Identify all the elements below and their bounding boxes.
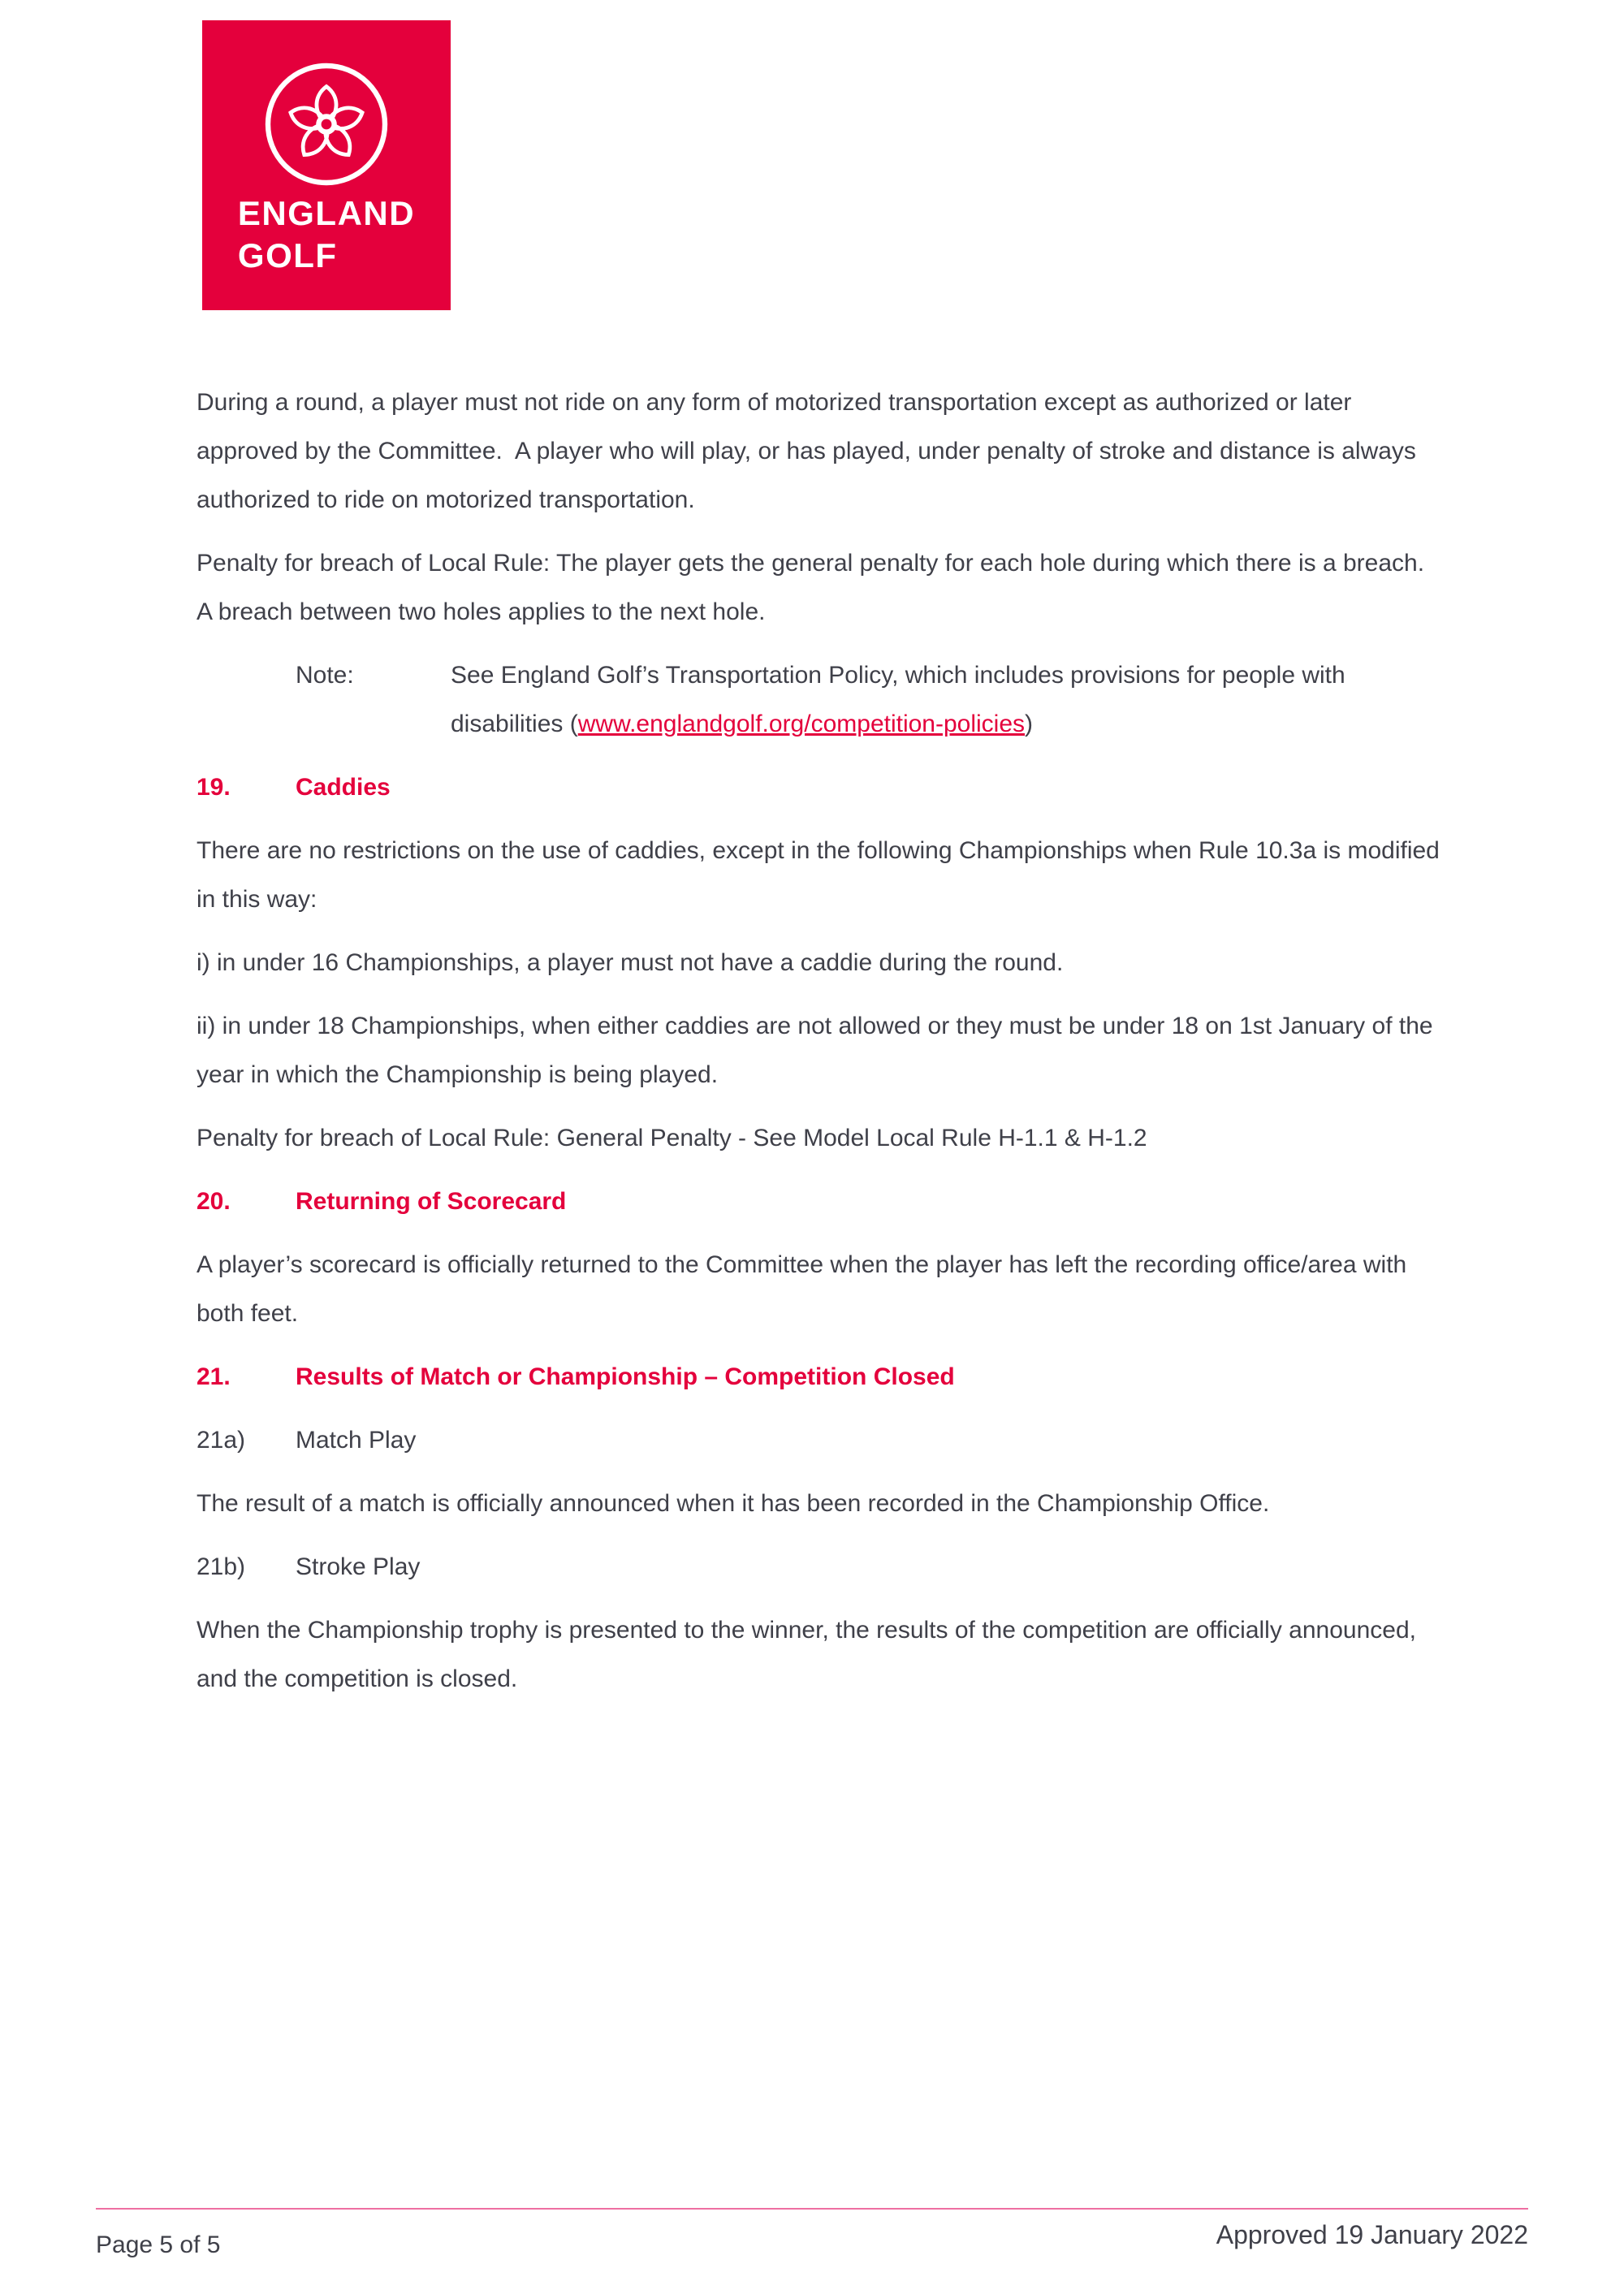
section-19-penalty: Penalty for breach of Local Rule: General Penalty - See Model Local Rule H-1.1 & H-1.2 [197, 1125, 1147, 1151]
note-text-prefix: See England Golf’s Transportation Policy, which includes provisions for people with disabilities ( [451, 662, 1345, 737]
section-21-heading [197, 1353, 1447, 1402]
section-19-number: 19. [197, 774, 231, 801]
approved-date: Approved 19 January 2022 [1216, 2220, 1528, 2249]
section-21b-number: 21b) [197, 1553, 246, 1580]
transportation-penalty-paragraph: Penalty for breach of Local Rule: The player gets the general penalty for each hole during which there is a breach. A breach between two holes applies to the next hole. [197, 550, 1437, 625]
england-golf-logo [202, 20, 451, 310]
transportation-paragraph-1: During a round, a player must not ride on any form of motorized transportation except as authorized or later approved by the Committee. A player who will play, or has played, under penalty of stroke and distance is always authorized to ride on motorized transportation. [197, 389, 1423, 513]
section-21b-title: Stroke Play [296, 1553, 421, 1580]
section-19-item-ii: ii) in under 18 Championships, when either caddies are not allowed or they must be under 18 on 1st January of the year in which the Championship is being played. [197, 1013, 1440, 1088]
footer-divider [96, 2208, 1528, 2210]
section-20-title: Returning of Scorecard [296, 1188, 567, 1215]
section-21b-paragraph: When the Championship trophy is presented to the winner, the results of the competition are officially announced, and the competition is closed. [197, 1617, 1423, 1692]
transportation-note [296, 651, 1447, 749]
section-19-item-i: i) in under 16 Championships, a player must not have a caddie during the round. [197, 949, 1064, 976]
section-21-title: Results of Match or Championship – Competition Closed [296, 1363, 955, 1390]
logo-wordmark [202, 192, 451, 277]
section-21a-paragraph: The result of a match is officially announced when it has been recorded in the Championship Office. [197, 1490, 1270, 1517]
section-20-number: 20. [197, 1188, 231, 1215]
logo-line-england: ENGLAND [237, 194, 416, 232]
section-21a-number: 21a) [197, 1427, 246, 1454]
note-text [451, 651, 1447, 749]
section-21a-heading [197, 1416, 1447, 1465]
section-21a-title: Match Play [296, 1427, 417, 1454]
document-body [197, 378, 1447, 1718]
page-number: Page 5 of 5 [96, 2231, 221, 2258]
section-20-paragraph-1: A player’s scorecard is officially returned to the Committee when the player has left the recording office/area with both feet. [197, 1251, 1414, 1327]
rose-icon [261, 59, 391, 189]
section-21b-heading [197, 1543, 1447, 1592]
section-19-heading [197, 763, 1447, 812]
section-21-number: 21. [197, 1363, 231, 1390]
note-text-suffix: ) [1025, 711, 1034, 737]
section-19-paragraph-1: There are no restrictions on the use of caddies, except in the following Championships when Rule 10.3a is modified in this way: [197, 837, 1447, 913]
note-label: Note: [296, 662, 354, 689]
competition-policies-link[interactable]: www.englandgolf.org/competition-policies [577, 711, 1026, 737]
section-20-heading [197, 1177, 1447, 1226]
logo-line-golf: GOLF [237, 236, 338, 274]
section-19-title: Caddies [296, 774, 391, 801]
